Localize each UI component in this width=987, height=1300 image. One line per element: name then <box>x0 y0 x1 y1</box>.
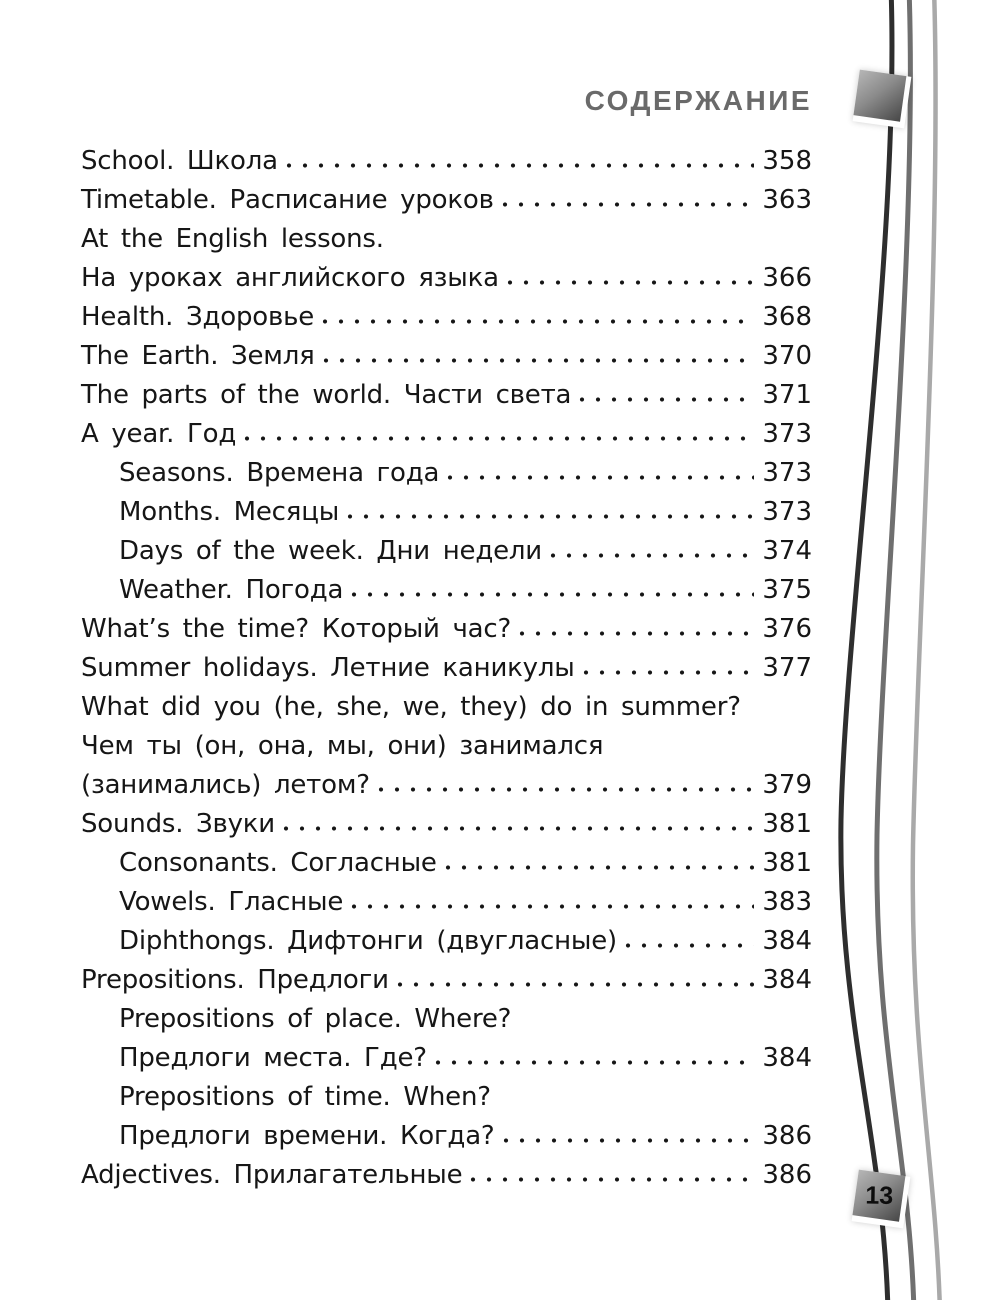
dotted-leader <box>377 786 755 793</box>
toc-entry-title: What’s the time? Который час? <box>81 614 512 644</box>
toc-entry-title: Consonants. Согласные <box>119 848 437 878</box>
toc-entry <box>81 1117 812 1156</box>
toc-entry <box>81 259 812 298</box>
toc-entry <box>81 415 812 454</box>
toc-entry-title: Предлоги времени. Когда? <box>119 1121 495 1151</box>
toc-entry-page: 363 <box>762 185 812 215</box>
toc-entry-title: School. Школа <box>81 146 278 176</box>
dotted-leader <box>321 318 754 325</box>
dotted-leader <box>501 201 755 208</box>
toc-entry-title: A year. Год <box>81 419 237 449</box>
toc-entry <box>81 805 812 844</box>
toc-entry-page: 379 <box>762 770 812 800</box>
toc-entry-title: Prepositions of time. When? <box>119 1082 491 1112</box>
dotted-leader <box>396 981 755 988</box>
toc-entry <box>81 649 812 688</box>
toc-entry-title: Sounds. Звуки <box>81 809 276 839</box>
toc-entry-title: Prepositions of place. Where? <box>119 1004 512 1034</box>
dotted-leader <box>243 435 754 442</box>
toc-entry-title: (занимались) летом? <box>81 770 370 800</box>
page-number: 13 <box>864 1180 894 1210</box>
wavy-line-medium <box>877 0 914 1300</box>
toc-entry <box>81 1078 812 1117</box>
toc-entry-page: 384 <box>762 1043 812 1073</box>
toc-entry-title: Adjectives. Прилагательные <box>81 1160 463 1190</box>
toc-entry <box>81 1039 812 1078</box>
toc-entry-title: Timetable. Расписание уроков <box>81 185 494 215</box>
dotted-leader <box>446 474 754 481</box>
toc-list <box>81 142 812 1195</box>
toc-entry-title: Days of the week. Дни недели <box>119 536 543 566</box>
toc-content <box>81 86 812 1195</box>
toc-entry-title: Months. Месяцы <box>119 497 340 527</box>
toc-entry-title: Предлоги места. Где? <box>119 1043 427 1073</box>
page-number-badge <box>852 1170 911 1229</box>
toc-entry-page: 375 <box>762 575 812 605</box>
toc-entry-title: Seasons. Времена года <box>119 458 440 488</box>
toc-entry <box>81 766 812 805</box>
toc-entry-page: 384 <box>762 965 812 995</box>
toc-entry <box>81 142 812 181</box>
toc-entry-page: 381 <box>762 848 812 878</box>
dotted-leader <box>350 591 754 598</box>
dotted-leader <box>469 1176 754 1183</box>
toc-entry-title: Health. Здоровье <box>81 302 314 332</box>
dotted-leader <box>502 1137 755 1144</box>
toc-entry-page: 373 <box>762 497 812 527</box>
toc-entry <box>81 571 812 610</box>
dotted-leader <box>444 864 755 871</box>
toc-entry-title: Prepositions. Предлоги <box>81 965 389 995</box>
decorative-corner-square <box>853 70 912 129</box>
toc-entry-page: 386 <box>762 1160 812 1190</box>
dotted-leader <box>549 552 754 559</box>
dotted-leader <box>282 825 754 832</box>
toc-entry <box>81 727 812 766</box>
toc-entry-title: The parts of the world. Части света <box>81 380 572 410</box>
dotted-leader <box>285 162 754 169</box>
toc-entry-page: 384 <box>762 926 812 956</box>
toc-entry-title: Чем ты (он, она, мы, они) занимался <box>81 731 604 761</box>
dotted-leader <box>624 942 754 949</box>
toc-entry-title: Summer holidays. Летние каникулы <box>81 653 575 683</box>
toc-entry <box>81 298 812 337</box>
toc-entry <box>81 961 812 1000</box>
toc-entry-page: 374 <box>762 536 812 566</box>
toc-entry <box>81 844 812 883</box>
toc-entry <box>81 532 812 571</box>
dotted-leader <box>350 903 754 910</box>
toc-entry-page: 366 <box>762 263 812 293</box>
toc-entry <box>81 610 812 649</box>
toc-entry-title: Vowels. Гласные <box>119 887 344 917</box>
toc-entry <box>81 181 812 220</box>
dotted-leader <box>434 1059 754 1066</box>
toc-entry <box>81 454 812 493</box>
dotted-leader <box>518 630 754 637</box>
dotted-leader <box>346 513 754 520</box>
dotted-leader <box>506 279 755 286</box>
dotted-leader <box>322 357 755 364</box>
toc-entry-page: 371 <box>762 380 812 410</box>
toc-entry-page: 386 <box>762 1121 812 1151</box>
toc-entry <box>81 883 812 922</box>
toc-entry <box>81 1156 812 1195</box>
toc-entry <box>81 376 812 415</box>
page-title: СОДЕРЖАНИЕ <box>584 85 812 116</box>
toc-entry-title: What did you (he, she, we, they) do in summer? <box>81 692 741 722</box>
toc-entry-title: The Earth. Земля <box>81 341 315 371</box>
corner-square-face <box>853 70 906 122</box>
dotted-leader <box>578 396 754 403</box>
toc-entry-title: Diphthongs. Дифтонги (двугласные) <box>119 926 617 956</box>
toc-entry-page: 358 <box>762 146 812 176</box>
toc-entry <box>81 688 812 727</box>
toc-entry-page: 368 <box>762 302 812 332</box>
toc-entry-title: At the English lessons. <box>81 224 384 254</box>
toc-entry-page: 370 <box>762 341 812 371</box>
toc-entry-title: Weather. Погода <box>119 575 344 605</box>
toc-entry <box>81 337 812 376</box>
toc-entry-page: 373 <box>762 419 812 449</box>
page-number-face <box>852 1170 905 1222</box>
toc-entry <box>81 1000 812 1039</box>
toc-entry-page: 373 <box>762 458 812 488</box>
wavy-line-light <box>913 0 940 1300</box>
toc-entry-page: 383 <box>762 887 812 917</box>
toc-entry-page: 377 <box>762 653 812 683</box>
toc-entry-title: На уроках английского языка <box>81 263 499 293</box>
toc-entry-page: 376 <box>762 614 812 644</box>
toc-entry-page: 381 <box>762 809 812 839</box>
toc-entry <box>81 922 812 961</box>
toc-entry <box>81 220 812 259</box>
toc-entry <box>81 493 812 532</box>
dotted-leader <box>582 669 755 676</box>
